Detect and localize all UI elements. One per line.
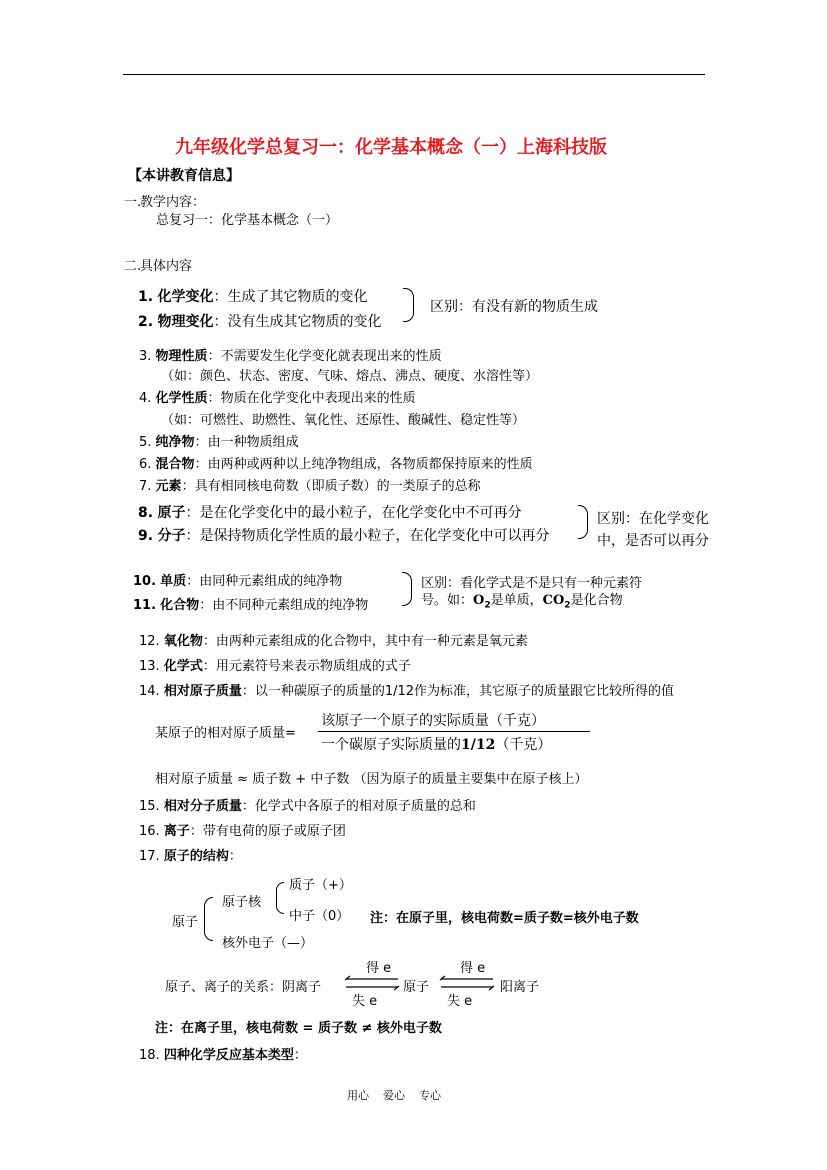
item-1: 1. 化学变化：生成了其它物质的变化 <box>138 289 368 305</box>
page-footer: 用心 爱心 专心 <box>347 1089 441 1102</box>
s2-label: 具体内容 <box>140 259 193 274</box>
item-3: 3. 物理性质：不需要发生化学变化就表现出来的性质 <box>139 349 442 364</box>
item-5: 5. 纯净物：由一种物质组成 <box>139 435 299 450</box>
relation-label: 原子、离子的关系：阴离子 <box>165 980 322 995</box>
ion-note: 注：在离子里，核电荷数 = 质子数 ≠ 核外电子数 <box>155 1021 442 1036</box>
relation-gain-1: 得 e <box>366 961 392 976</box>
item-7: 7. 元素：具有相同核电荷数（即质子数）的一类原子的总称 <box>139 479 481 494</box>
item-11: 11. 化合物：由不同种元素组成的纯净物 <box>133 598 369 613</box>
relation-lose-2: 失 e <box>447 994 473 1009</box>
fraction-bar <box>318 731 590 732</box>
item-10: 10. 单质：由同种元素组成的纯净物 <box>133 574 343 589</box>
diff-8-9-line1: 区别：在化学变化 <box>597 511 709 527</box>
relation-atom: 原子 <box>403 980 430 995</box>
diff-1-2: 区别：有没有新的物质生成 <box>430 299 598 315</box>
item-13: 13. 化学式：用元素符号来表示物质组成的式子 <box>139 659 411 674</box>
item-4: 4. 化学性质：物质在化学变化中表现出来的性质 <box>139 391 416 406</box>
relation-arrow-1 <box>344 976 400 990</box>
approx-line: 相对原子质量 ≈ 质子数 + 中子数 （因为原子的质量主要集中在原子核上） <box>155 772 588 787</box>
s1-label: 教学内容： <box>140 195 206 210</box>
s1-content: 总复习一：化学基本概念（一） <box>156 213 339 228</box>
item-8: 8. 原子：是在化学变化中的最小粒子，在化学变化中不可再分 <box>138 505 522 521</box>
formula-denominator: 一个碳原子实际质量的1/12（千克） <box>321 737 552 753</box>
brace-8-9 <box>578 505 588 539</box>
header-rule <box>123 74 705 75</box>
diff-8-9-line2: 中，是否可以再分 <box>597 533 709 549</box>
s2-num: 二. <box>124 259 142 274</box>
formula-numerator: 该原子一个原子的实际质量（千克） <box>321 713 545 729</box>
item-15: 15. 相对分子质量：化学式中各原子的相对原子质量的总和 <box>139 799 476 814</box>
relation-lose-1: 失 e <box>352 994 378 1009</box>
structure-proton: 质子（+） <box>289 878 352 893</box>
structure-neutron: 中子（0） <box>289 909 350 924</box>
brace-10-11 <box>402 572 412 606</box>
section-header: 【本讲教育信息】 <box>128 168 240 184</box>
structure-electron: 核外电子（—） <box>222 936 314 951</box>
structure-nucleus: 原子核 <box>222 895 262 910</box>
item-9: 9. 分子：是保持物质化学性质的最小粒子，在化学变化中可以再分 <box>138 528 550 544</box>
item-6: 6. 混合物：由两种或两种以上纯净物组成，各物质都保持原来的性质 <box>139 457 533 472</box>
brace-nucleus <box>276 882 284 914</box>
item-16: 16. 离子：带有电荷的原子或原子团 <box>139 824 346 839</box>
brace-atom <box>204 897 213 941</box>
diff-10-11-line2: 号。如：$O_2$是单质，$CO_2$是化合物 <box>421 593 623 611</box>
item-4-note: （如：可燃性、助燃性、氧化性、还原性、酸碱性、稳定性等） <box>161 413 526 428</box>
item-14: 14. 相对原子质量：以一种碳原子的质量的1/12作为标准，其它原子的质量跟它比较所得的值 <box>139 684 675 699</box>
relation-cation: 阳离子 <box>500 980 540 995</box>
formula-left: 某原子的相对原子质量= <box>155 726 296 741</box>
item-17: 17. 原子的结构： <box>139 849 242 864</box>
item-12: 12. 氧化物：由两种元素组成的化合物中，其中有一种元素是氧元素 <box>139 634 528 649</box>
structure-note: 注：在原子里，核电荷数=质子数=核外电子数 <box>370 911 639 926</box>
relation-arrow-2 <box>439 976 495 990</box>
item-18: 18. 四种化学反应基本类型： <box>139 1048 307 1063</box>
structure-atom: 原子 <box>172 915 199 930</box>
brace-1-2 <box>403 288 414 322</box>
relation-gain-2: 得 e <box>460 961 486 976</box>
s1-num: 一. <box>124 195 142 210</box>
diff-10-11-line1: 区别：看化学式是不是只有一种元素符 <box>421 576 643 591</box>
item-3-note: （如：颜色、状态、密度、气味、熔点、沸点、硬度、水溶性等） <box>161 369 539 384</box>
item-2: 2. 物理变化：没有生成其它物质的变化 <box>138 314 382 330</box>
page-title: 九年级化学总复习一：化学基本概念（一）上海科技版 <box>175 137 607 158</box>
